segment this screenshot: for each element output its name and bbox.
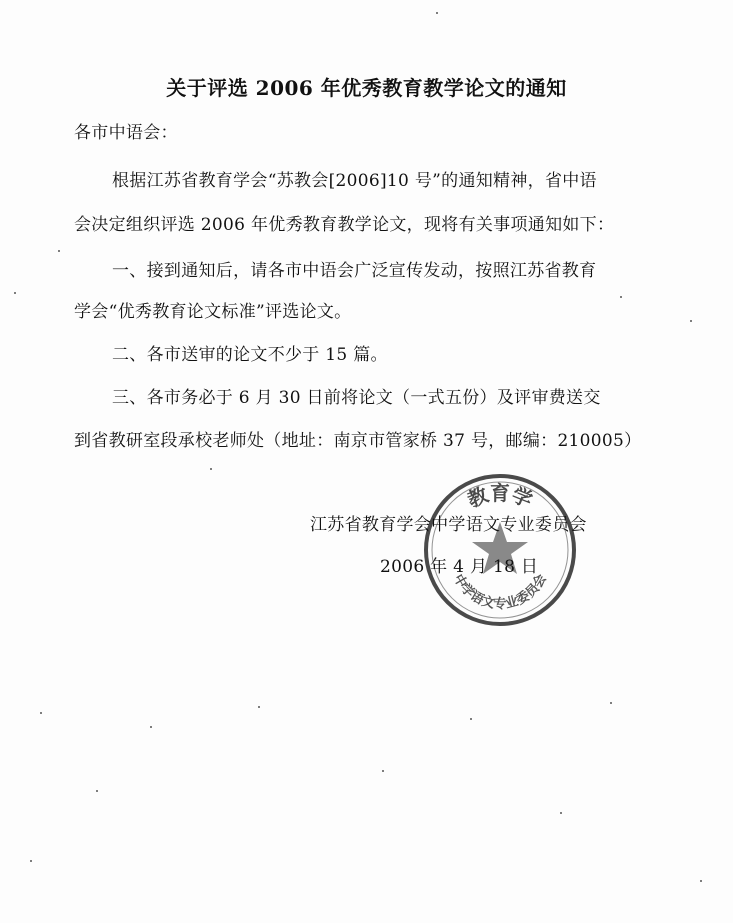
scan-speck bbox=[620, 296, 622, 298]
scan-speck bbox=[470, 718, 472, 720]
scan-speck bbox=[382, 770, 384, 772]
scan-speck bbox=[30, 860, 32, 862]
scan-speck bbox=[560, 812, 562, 814]
scan-speck bbox=[610, 702, 612, 704]
paragraph-4-line-1: 三、各市务必于 6 月 30 日前将论文（一式五份）及评审费送交 bbox=[112, 388, 601, 408]
seal-top-text: 教育学 bbox=[464, 481, 536, 513]
scan-speck bbox=[150, 726, 152, 728]
paragraph-4-line-2: 到省教研室段承校老师处（地址：南京市管家桥 37 号，邮编：210005） bbox=[74, 431, 642, 451]
scan-speck bbox=[690, 320, 692, 322]
scan-speck bbox=[58, 250, 60, 252]
seal-bottom-text: 中学语文专业委员会 bbox=[450, 571, 550, 612]
paragraph-1-line-1: 根据江苏省教育学会“苏教会[2006]10 号”的通知精神，省中语 bbox=[112, 171, 597, 191]
scan-speck bbox=[210, 468, 212, 470]
salutation: 各市中语会： bbox=[74, 123, 178, 143]
paragraph-2-line-2: 学会“优秀教育论文标准”评选论文。 bbox=[74, 302, 352, 322]
scan-speck bbox=[436, 12, 438, 14]
issue-date: 2006 年 4 月 18 日 bbox=[380, 557, 539, 577]
scan-speck bbox=[14, 292, 16, 294]
scan-speck bbox=[40, 712, 42, 714]
signer: 江苏省教育学会中学语文专业委员会 bbox=[310, 515, 587, 535]
scan-speck bbox=[700, 880, 702, 882]
paragraph-2-line-1: 一、接到通知后，请各市中语会广泛宣传发动，按照江苏省教育 bbox=[112, 261, 597, 281]
official-seal bbox=[420, 470, 580, 630]
paragraph-3-line-1: 二、各市送审的论文不少于 15 篇。 bbox=[112, 345, 388, 365]
paragraph-1-line-2: 会决定组织评选 2006 年优秀教育教学论文，现将有关事项通知如下： bbox=[74, 215, 615, 235]
scan-speck bbox=[96, 790, 98, 792]
scan-speck bbox=[258, 706, 260, 708]
document-title: 关于评选 2006 年优秀教育教学论文的通知 bbox=[166, 76, 567, 100]
